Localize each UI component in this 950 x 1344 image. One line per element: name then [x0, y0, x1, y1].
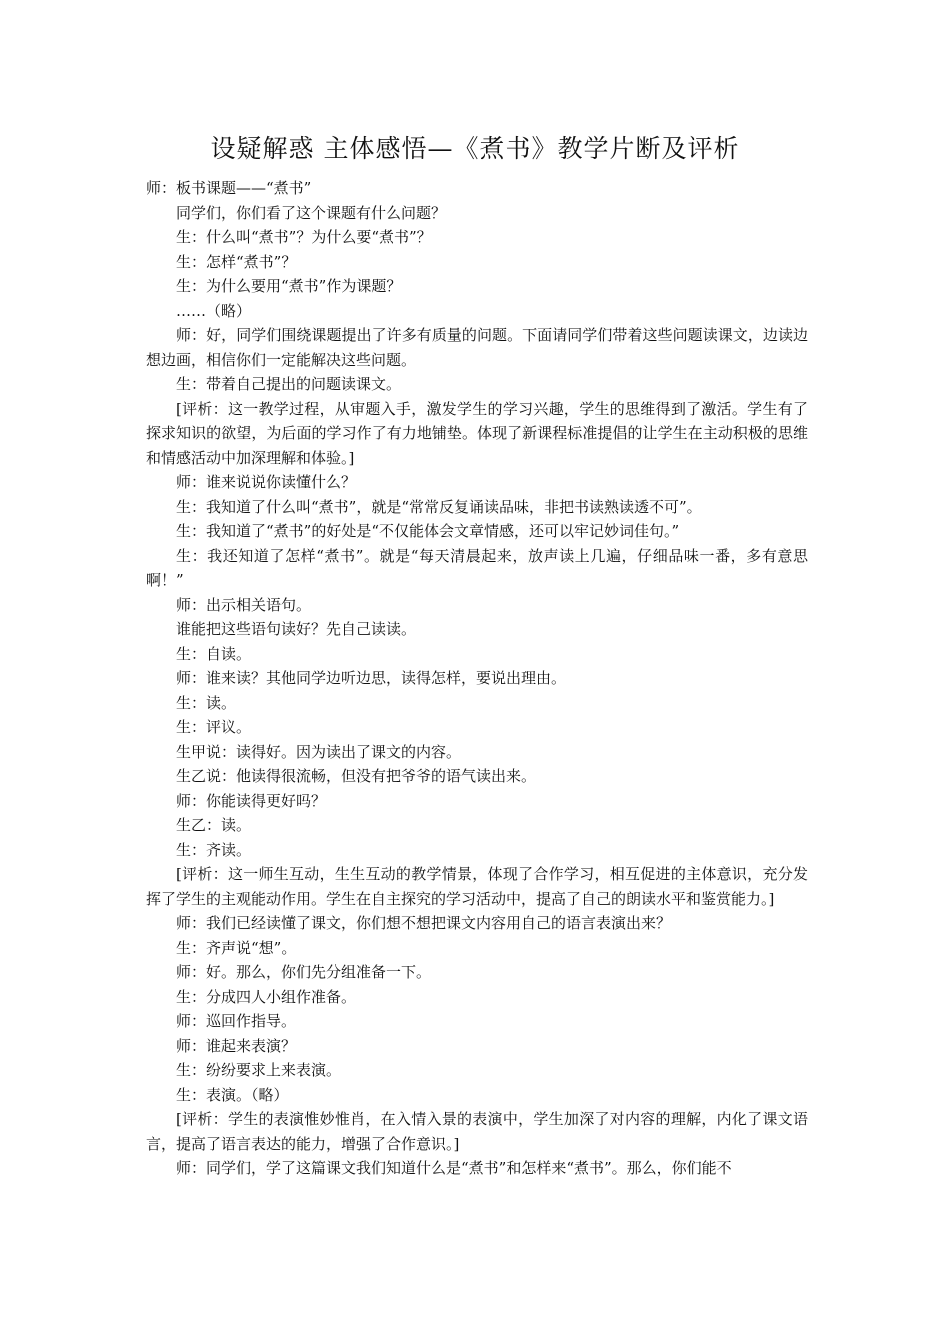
document-paragraph: 生：齐声说“想”。 [176, 938, 297, 957]
document-paragraph: 生：怎样“煮书”？ [176, 252, 297, 271]
document-paragraph: 生：我知道了什么叫“煮书”，就是“常常反复诵读品味，非把书读熟读透不可”。 [176, 497, 702, 516]
document-paragraph: 师：好。那么，你们先分组准备一下。 [176, 963, 432, 981]
document-paragraph: 生：自读。 [176, 644, 252, 663]
document-paragraph: [评析：学生的表演惟妙惟肖，在入情入景的表演中，学生加深了对内容的理解，内化了课文语言，提高了语言表达的能力，增强了合作意识。] [146, 1110, 808, 1153]
document-paragraph: 生甲说：读得好。因为读出了课文的内容。 [176, 742, 462, 761]
document-paragraph: 师：巡回作指导。 [176, 1012, 297, 1030]
document-paragraph: 生：什么叫“煮书”？为什么要“煮书”？ [176, 228, 432, 246]
document-paragraph: 同学们，你们看了这个课题有什么问题？ [176, 203, 447, 222]
document-paragraph: 师：同学们，学了这篇课文我们知道什么是“煮书”和怎样来“煮书”。那么，你们能不 [176, 1159, 732, 1177]
document-paragraph: 师：谁起来表演？ [176, 1036, 297, 1055]
document-paragraph: 生：分成四人小组作准备。 [176, 987, 357, 1006]
document-paragraph: 师：板书课题——“煮书” [146, 179, 312, 197]
document-paragraph: 生乙：读。 [176, 816, 252, 834]
document-paragraph: 师：好，同学们围绕课题提出了许多有质量的问题。下面请同学们带着这些问题读课文，边读边想边画，相信你们一定能解决这些问题。 [146, 326, 808, 369]
document-paragraph: [评析：这一师生互动，生生互动的教学情景，体现了合作学习，相互促进的主体意识，充分发挥了学生的主观能动作用。学生在自主探究的学习活动中，提高了自己的朗读水平和鉴赏能力。] [146, 865, 808, 908]
document-paragraph: 谁能把这些语句读好？先自己读读。 [176, 620, 417, 638]
document-paragraph: 生：表演。（略） [176, 1085, 289, 1104]
document-paragraph: 生：齐读。 [176, 840, 252, 859]
document-paragraph: 师：出示相关语句。 [176, 595, 312, 614]
document-paragraph: ……（略） [176, 301, 252, 320]
document-paragraph: 师：你能读得更好吗？ [176, 791, 327, 810]
document-paragraph: 生：我知道了“煮书”的好处是“不仅能体会文章情感，还可以牢记妙词佳句。” [176, 522, 680, 540]
document-paragraph: 师：我们已经读懂了课文，你们想不想把课文内容用自己的语言表演出来？ [176, 914, 672, 932]
document-paragraph: [评析：这一教学过程，从审题入手，激发学生的学习兴趣，学生的思维得到了激活。学生有了探求知识的欲望，为后面的学习作了有力地铺垫。体现了新课程标准提倡的让学生在主动积极的思维和情感活动中加深理解和体验。] [146, 399, 808, 467]
document-paragraph: 生：读。 [176, 693, 237, 712]
document-paragraph: 生：带着自己提出的问题读课文。 [176, 375, 402, 393]
document-paragraph: 生：为什么要用“煮书”作为课题？ [176, 277, 402, 295]
document-body [146, 176, 808, 1181]
document-paragraph: 生：我还知道了怎样“煮书”。就是“每天清晨起来，放声读上几遍，仔细品味一番，多有意思啊！” [146, 546, 808, 589]
document-paragraph: 师：谁来读？其他同学边听边思，读得怎样，要说出理由。 [176, 669, 567, 687]
document-title: 设疑解惑 主体感悟—《煮书》教学片断及评析 [210, 134, 740, 163]
document-paragraph: 生：纷纷要求上来表演。 [176, 1061, 342, 1079]
document-paragraph: 师：谁来说说你读懂什么？ [176, 473, 357, 491]
document-paragraph: 生：评议。 [176, 718, 252, 736]
document-paragraph: 生乙说：他读得很流畅，但没有把爷爷的语气读出来。 [176, 767, 537, 785]
